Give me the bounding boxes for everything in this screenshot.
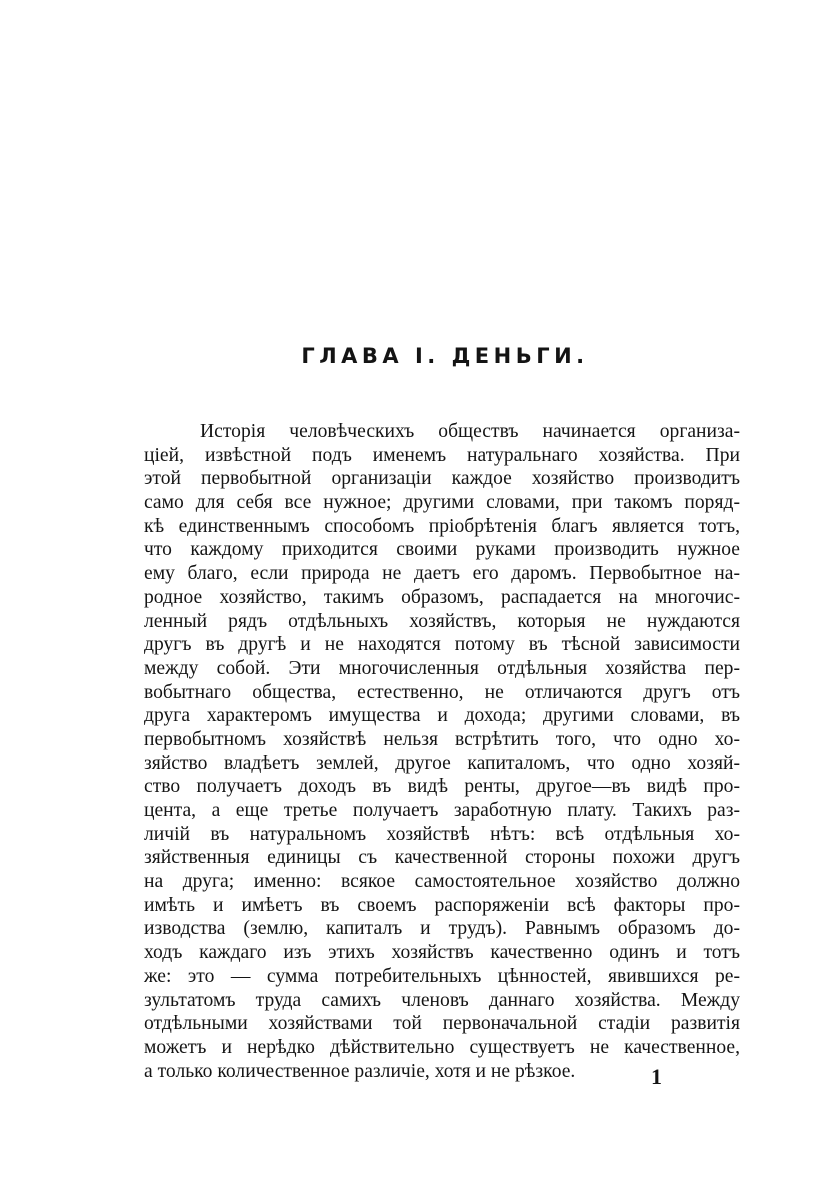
paragraph-line: другъ въ другѣ и не находятся потому въ тѣсной зависимости (144, 634, 740, 656)
paragraph-line: между собой. Эти многочисленныя отдѣльныя хозяйства пер- (144, 657, 740, 679)
paragraph-line: личій въ натуральномъ хозяйствѣ нѣтъ: всѣ отдѣльныя хо- (144, 823, 740, 845)
paragraph-line: отдѣльными хозяйствами той первоначальной стадіи развитія (144, 1013, 740, 1035)
chapter-title: ГЛАВА I. ДЕНЬГИ. (301, 344, 589, 368)
paragraph-line: ходъ каждаго изъ этихъ хозяйствъ качественно одинъ и тотъ (144, 942, 740, 964)
paragraph-line: цента, а еще третье получаетъ заработную плату. Такихъ раз- (144, 800, 740, 821)
paragraph-line: ціей, извѣстной подъ именемъ натуральнаго хозяйства. При (144, 444, 740, 466)
paragraph-line: кѣ единственнымъ способомъ пріобрѣтенія благъ является тотъ, (144, 515, 740, 537)
paragraph-line: вобытнаго общества, естественно, не отличаются другъ отъ (144, 681, 740, 703)
page-number: 1 (651, 1064, 662, 1089)
paragraph-line: зяйственныя единицы съ качественной стороны похожи другъ (144, 847, 740, 869)
paragraph-line: ленный рядъ отдѣльныхъ хозяйствъ, которыя не нуждаются (144, 610, 740, 632)
paragraph-line: можетъ и нерѣдко дѣйствительно существуетъ не качественное, (144, 1036, 740, 1058)
paragraph-line: зяйство владѣетъ землей, другое капиталомъ, что одно хозяй- (144, 752, 740, 774)
body-paragraph (144, 420, 740, 1083)
paragraph-line: зультатомъ труда самихъ членовъ даннаго хозяйства. Между (144, 989, 740, 1011)
paragraph-line: Исторія человѣческихъ обществъ начинается организа- (200, 421, 740, 442)
paragraph-line: ему благо, если природа не даетъ его даромъ. Первобытное на- (144, 563, 740, 585)
paragraph-line: что каждому приходится своими руками производить нужное (144, 539, 740, 561)
paragraph-line: на друга; именно: всякое самостоятельное хозяйство должно (144, 871, 740, 893)
paragraph-line: ство получаетъ доходъ въ видѣ ренты, другое—въ видѣ про- (144, 776, 740, 798)
paragraph-line: же: это — сумма потребительныхъ цѣнностей, явившихся ре- (144, 965, 740, 987)
paragraph-line: родное хозяйство, такимъ образомъ, распадается на многочис- (144, 586, 740, 608)
paragraph-line: само для себя все нужное; другими словами, при такомъ поряд- (144, 492, 740, 514)
paragraph-line: этой первобытной организаціи каждое хозяйство производитъ (144, 468, 740, 490)
paragraph-line: а только количественное различіе, хотя и не рѣзкое. (144, 1060, 576, 1082)
paragraph-line: друга характеромъ имущества и дохода; другими словами, въ (144, 705, 740, 727)
paragraph-line: имѣть и имѣетъ въ своемъ распоряженіи всѣ факторы про- (144, 894, 740, 916)
paragraph-line: изводства (землю, капиталъ и трудъ). Равнымъ образомъ до- (144, 918, 740, 940)
paragraph-line: первобытномъ хозяйствѣ нельзя встрѣтить того, что одно хо- (144, 728, 740, 750)
